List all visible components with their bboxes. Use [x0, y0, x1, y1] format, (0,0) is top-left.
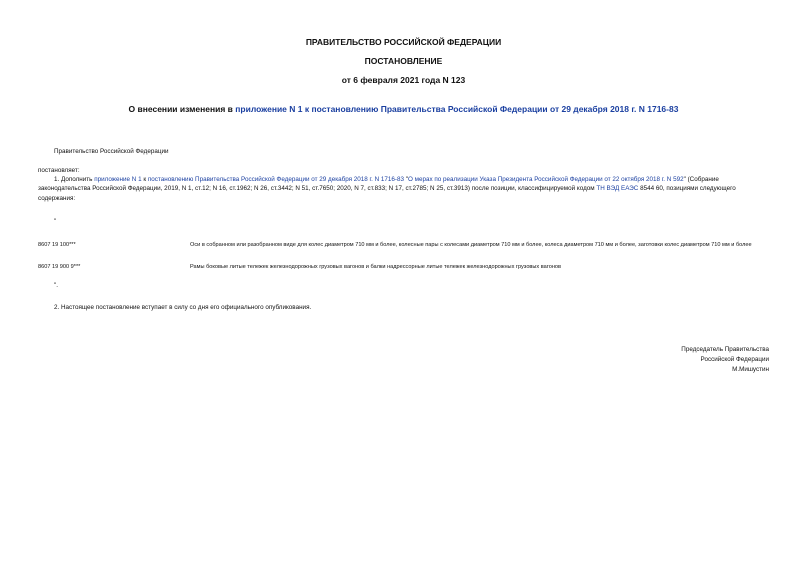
document-title	[0, 104, 807, 114]
p1-text-b: к	[141, 176, 148, 183]
table-row-description: Рамы боковые литые тележек железнодорожных грузовых вагонов и балки надрессорные литые тележек железнодорожных грузовых вагонов	[190, 264, 561, 270]
p1-decree-link[interactable]: О мерах по реализации Указа Президента Российской Федерации от 22 октября 2018 г. N 592	[408, 176, 684, 183]
p1-text-c: "	[404, 176, 408, 183]
close-quote: ".	[54, 282, 58, 289]
p1-text-a: 1. Дополнить	[54, 176, 95, 183]
title-prefix: О внесении изменения в	[128, 104, 236, 114]
signature-organization: Российской Федерации	[700, 356, 769, 363]
p1-text-e: 8544 60, позициями следующего содержания:	[38, 185, 736, 202]
signature-position: Председатель Правительства	[681, 346, 769, 353]
open-quote: "	[54, 218, 57, 225]
p1-tnved-link[interactable]: ТН ВЭД ЕАЭС	[596, 185, 639, 193]
table-row-code: 8607 19 100***	[38, 242, 76, 248]
p1-text-d: " (Собрание законодательства Российской Федерации, 2019, N 1, ст.12; N 16, ст.1962; N 26, ст.3442; N 51, ст.7650; 2020, N 7, ст.833; N 17, ст.2785; N 25, ст.3913) после позиции, классифицируемой кодом	[38, 176, 719, 193]
title-amended-annex-link[interactable]: приложение N 1 к постановлению Правительства Российской Федерации от 29 декабря 2018 г. N 1716-83	[235, 104, 679, 114]
p1-resolution-link[interactable]: постановлению Правительства Российской Федерации от 29 декабря 2018 г. N 1716-83	[147, 176, 404, 183]
paragraph-1	[38, 175, 771, 203]
table-row-code: 8607 19 900 9***	[38, 264, 81, 270]
signature-name: М.Мишустин	[732, 366, 769, 373]
paragraph-2: 2. Настоящее постановление вступает в силу со дня его официального опубликования.	[54, 304, 312, 311]
issuer-text: Правительство Российской Федерации	[54, 148, 169, 155]
decrees-text: постановляет:	[38, 167, 80, 174]
document-type-heading: ПОСТАНОВЛЕНИЕ	[364, 56, 443, 66]
government-heading: ПРАВИТЕЛЬСТВО РОССИЙСКОЙ ФЕДЕРАЦИИ	[305, 37, 502, 47]
document-date-number: от 6 февраля 2021 года N 123	[341, 75, 466, 85]
table-row-description: Оси в собранном или разобранном виде для колес диаметром 710 мм и более, колесные пары с колесами диаметром 710 мм и более, колеса диаметром 710 мм и более, заготовки колес диаметром 710 мм и более	[190, 242, 752, 248]
p1-annex-link[interactable]: приложение N 1	[94, 176, 142, 183]
